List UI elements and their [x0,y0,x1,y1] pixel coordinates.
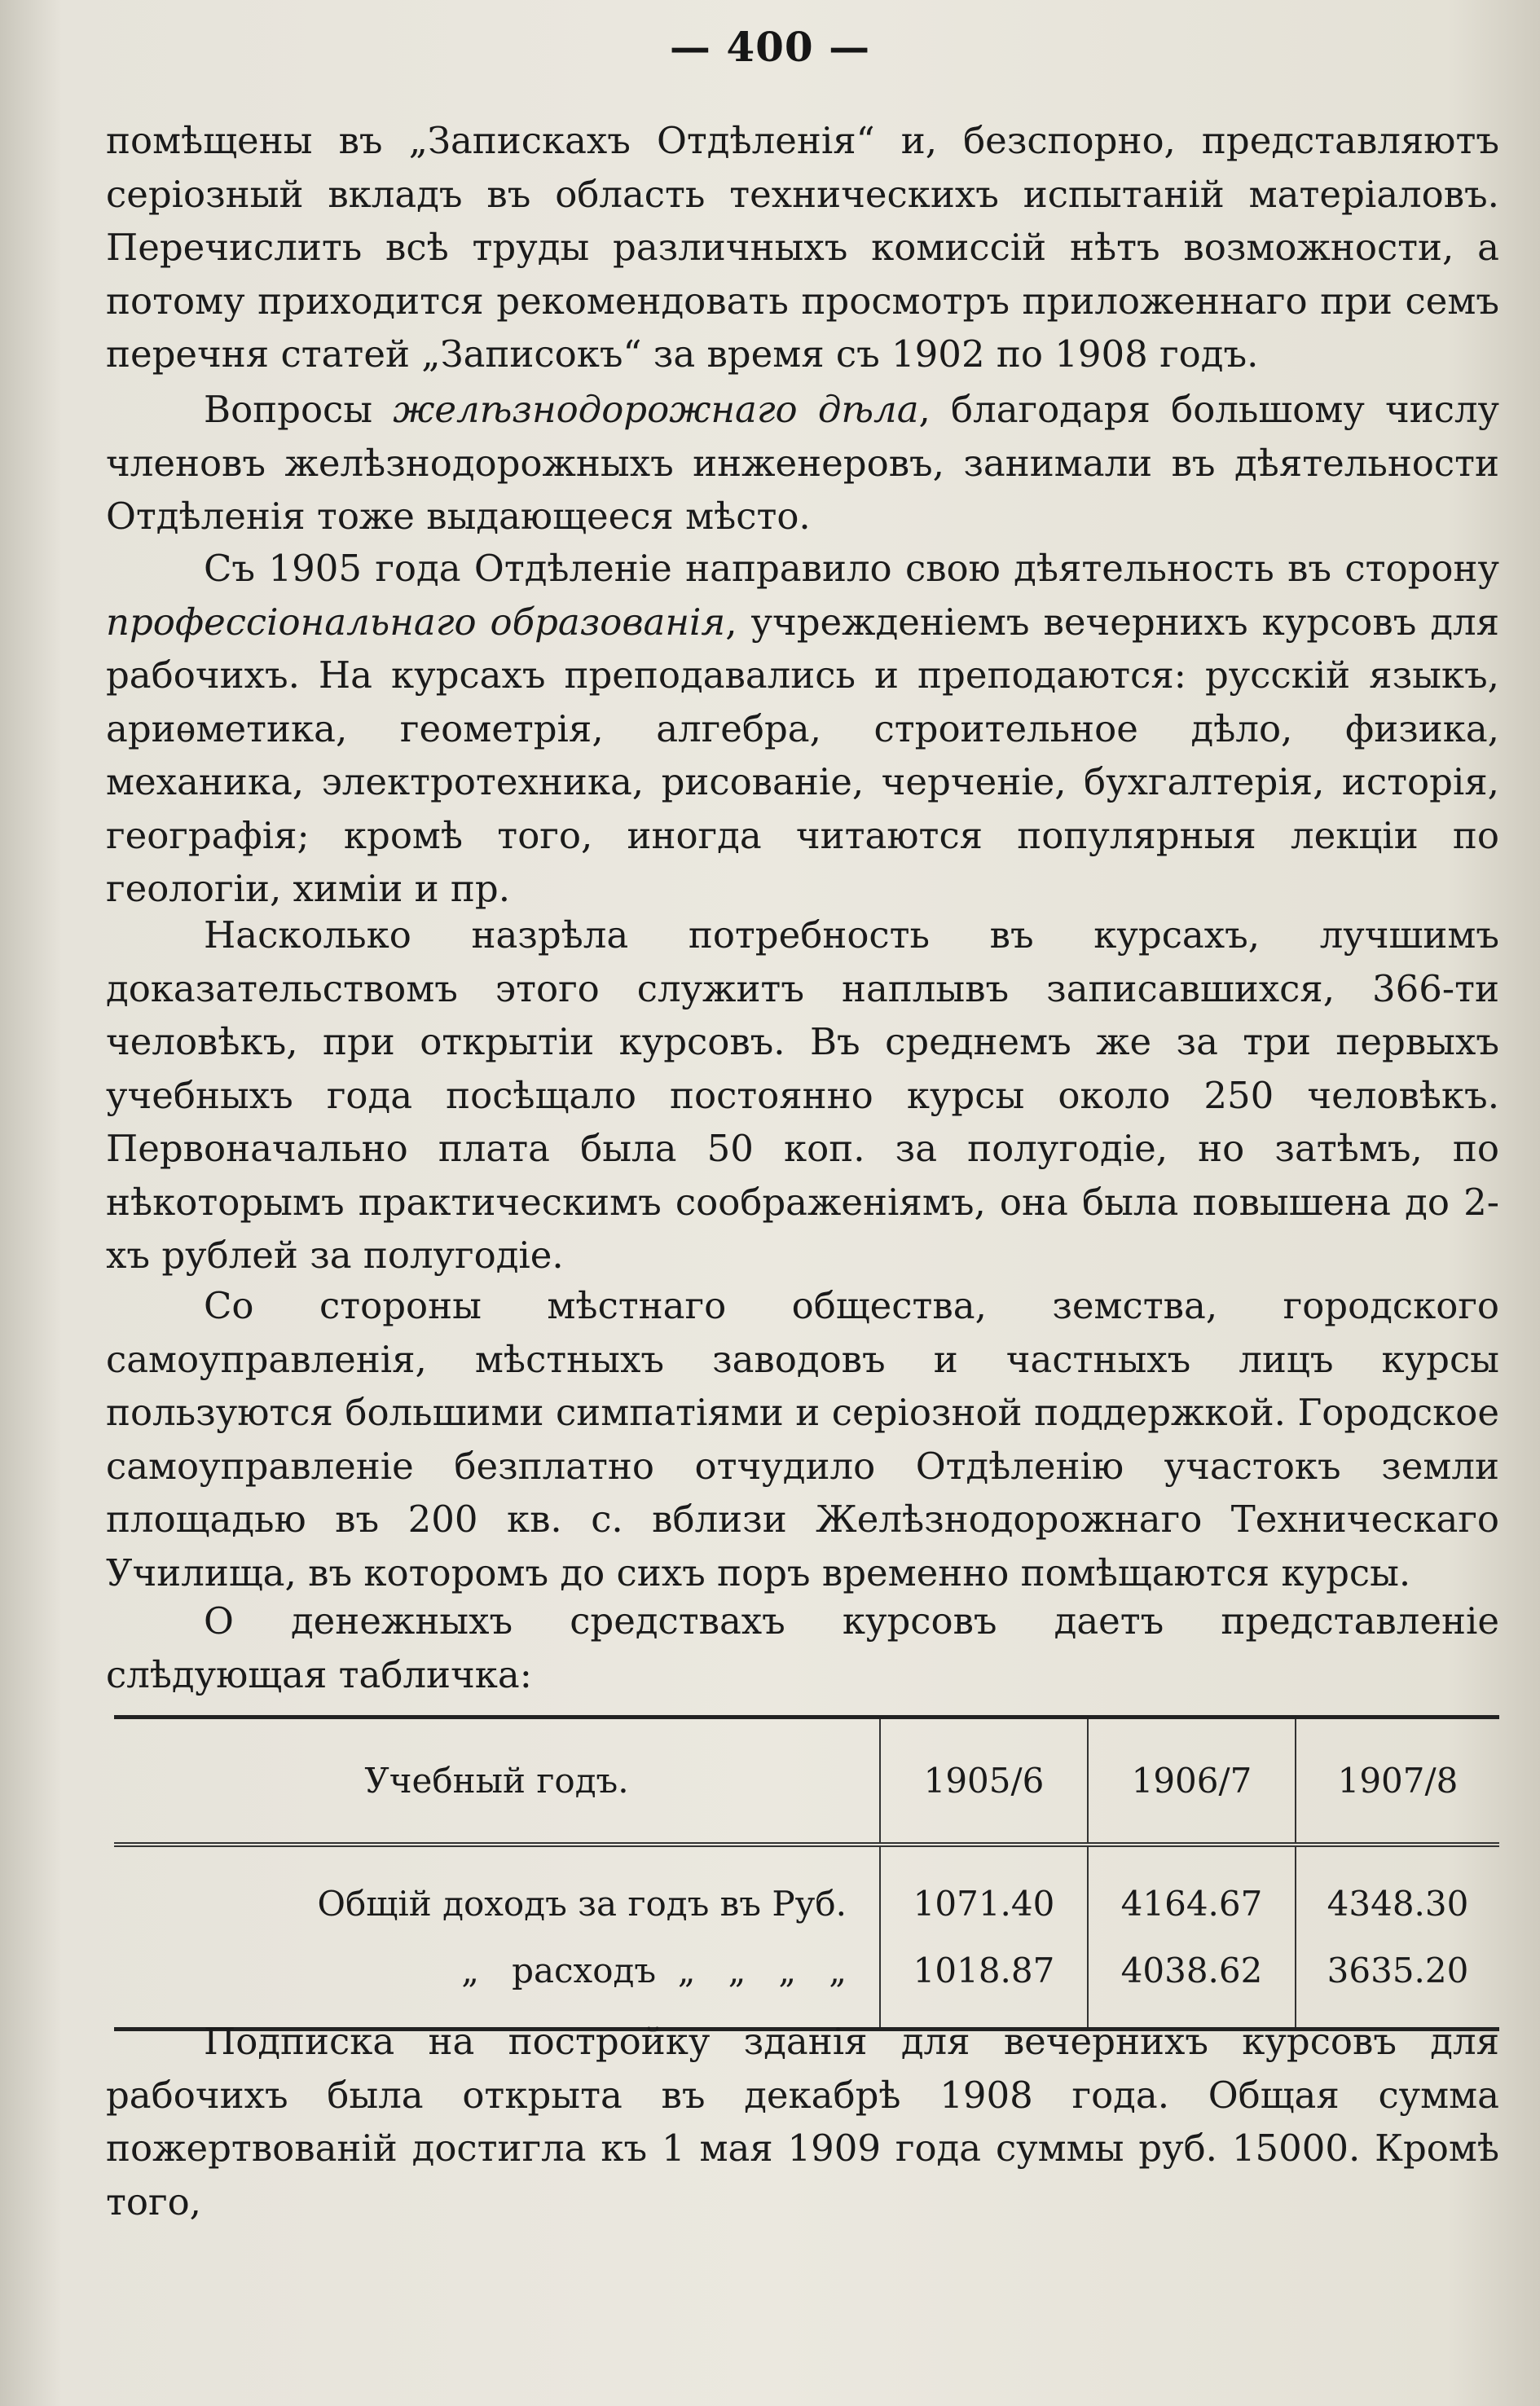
header-cell: 1905/6 [880,1718,1088,1845]
table-cell: 4348.30 [1296,1845,1499,1937]
table-cell: 1071.40 [880,1845,1088,1937]
p7-text: Подписка на постройку зданія для вечернихъ курсовъ для рабочихъ была открыта въ декабрѣ 1908 года. Общая сумма пожертвованій достигла къ 1 мая 1909 года суммы руб. 15000. Кромѣ того, [106,2020,1499,2223]
p2-emphasis: желѣзнодорожнаго дѣла [393,388,919,431]
page-number: — 400 — [669,23,871,71]
paragraph-subscription [106,2015,1499,2228]
p2-text-after: , благодаря большому числу членовъ желѣзнодорожныхъ инженеровъ, занимали въ дѣятельности Отдѣленія тоже выдающееся мѣсто. [106,388,1500,538]
p4-text: Насколько назрѣла потребность въ курсахъ, лучшимъ доказательствомъ этого служитъ наплывъ записавшихся, 366-ти человѣкъ, при открытіи курсовъ. Въ среднемъ же за три первыхъ учебныхъ года посѣщало постоянно курсы около 250 человѣкъ. Первоначально плата была 50 коп. за полугодіе, но затѣмъ, по нѣкоторымъ практическимъ соображеніямъ, она была повышена до 2-хъ рублей за полугодіе. [106,913,1499,1277]
p5-text: Со стороны мѣстнаго общества, земства, городского самоуправленія, мѣстныхъ заводовъ и частныхъ лицъ курсы пользуются большими симпатіями и серіозной поддержкой. Городское самоуправленіе безплатно отчудило Отдѣленію участокъ земли площадью въ 200 кв. с. вблизи Желѣзнодорожнаго Техническаго Училища, въ которомъ до сихъ поръ временно помѣщаются курсы. [106,1284,1499,1594]
table-cell: 3635.20 [1296,1938,1499,2030]
table-cell: 4164.67 [1088,1845,1296,1937]
p3-text-before: Съ 1905 года Отдѣленіе направило свою дѣятельность въ сторону [204,547,1499,590]
header-cell: 1906/7 [1088,1718,1296,1845]
paragraph-table-intro [106,1594,1499,1701]
row-label: „ расходъ „ „ „ „ [461,1950,847,1990]
row-label: Общій доходъ за годъ въ Руб. [317,1884,847,1924]
table-header-row [114,1718,1499,1845]
header-cell: 1907/8 [1296,1718,1499,1845]
p3-text-after: , учрежденіемъ вечернихъ курсовъ для рабочихъ. На курсахъ преподавались и преподаются: русскій языкъ, ариѳметика, геометрія, алгебра, строительное дѣло, физика, механика, электротехника, рисованіе, черченіе, бухгалтерія, исторія, географія; кромѣ того, иногда читаются популярныя лекціи по геологіи, химіи и пр. [106,600,1499,910]
finance-table [114,1715,1499,2031]
paragraph-railway [106,383,1499,543]
header-cell: Учебный годъ. [114,1718,880,1845]
paragraph-attendance [106,908,1499,1282]
paragraph-support [106,1279,1499,1599]
table-cell: 4038.62 [1088,1938,1296,2030]
p2-text-before: Вопросы [204,388,394,431]
p6-text: О денежныхъ средствахъ курсовъ даетъ представленіе слѣдующая табличка: [106,1599,1499,1696]
table-cell: 1018.87 [880,1938,1088,2030]
paragraph-continuation: помѣщены въ „Запискахъ Отдѣленія“ и, безспорно, представляютъ серіозный вкладъ въ область техническихъ испытаній матеріаловъ. Перечислить всѣ труды различныхъ комиссій нѣтъ возможности, а потому приходится рекомендовать просмотръ приложеннаго при семъ перечня статей „Записокъ“ за время съ 1902 по 1908 годъ. [106,119,1499,376]
p3-emphasis: профессіональнаго образованія [106,600,726,644]
table-row [114,1845,1499,1937]
paragraph-courses [106,542,1499,916]
